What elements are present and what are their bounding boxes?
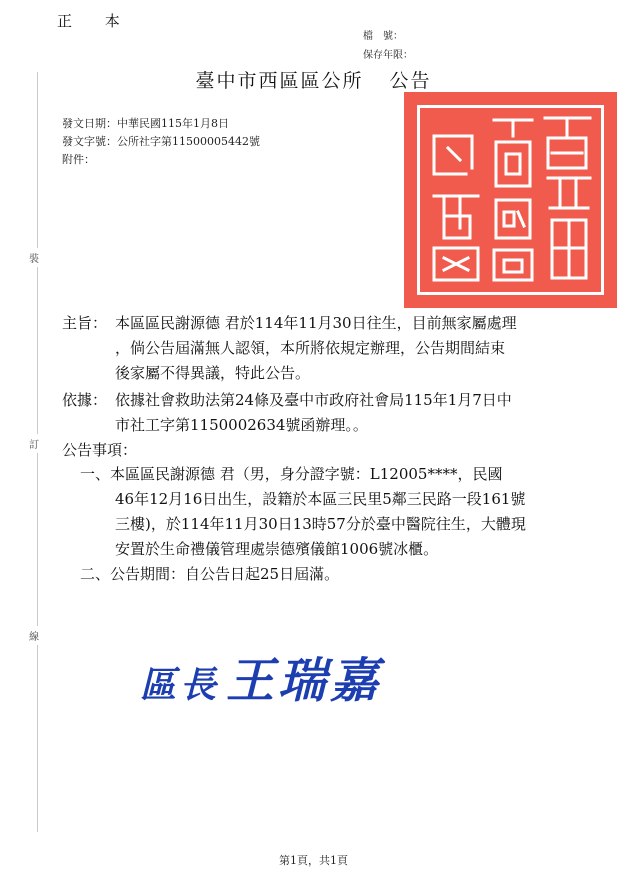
signature xyxy=(140,642,382,711)
retention-period-label: 保存年限： xyxy=(363,50,413,61)
signature-title: 區長 xyxy=(140,664,221,706)
basis-line-2: 市社工字第1150002634號函辦理。。 xyxy=(115,416,368,434)
official-seal xyxy=(404,92,617,308)
binding-char-zhuang: 裝 xyxy=(29,248,39,267)
original-copy-mark: 正 本 xyxy=(57,12,134,30)
item-2: 二、公告期間：自公告日起25日屆滿。 xyxy=(80,565,340,583)
basis-label: 依據： xyxy=(62,391,108,409)
item-1-line-2: 46年12月16日出生，設籍於本區三民里5鄰三民路一段161號 xyxy=(115,490,526,508)
agency-name: 臺中市西區區公所 xyxy=(195,70,364,92)
item-1-line-4: 安置於生命禮儀管理處崇德殯儀館1006號冰櫃。 xyxy=(115,540,439,558)
item-1-line-1: 一、本區區民謝源德 君（男，身分證字號：L12005****，民國 xyxy=(80,465,503,483)
subject-line-3: 後家屬不得異議，特此公告。 xyxy=(115,364,311,382)
issue-doc-number: 發文字號：公所社字第11500005442號 xyxy=(62,135,260,148)
items-heading: 公告事項： xyxy=(62,441,138,459)
document-title xyxy=(0,66,627,93)
seal-glyphs xyxy=(420,108,601,292)
attachments-label: 附件： xyxy=(62,153,95,166)
subject-label: 主旨： xyxy=(62,314,108,332)
binding-char-xian: 線 xyxy=(29,626,39,645)
signature-name: 王瑞嘉 xyxy=(226,653,383,709)
page-number: 第1頁，共1頁 xyxy=(279,854,348,867)
basis-line-1: 依據社會救助法第24條及臺中市政府社會局115年1月7日中 xyxy=(115,391,512,409)
item-1-line-3: 三樓)，於114年11月30日13時57分於臺中醫院往生，大體現 xyxy=(115,515,526,533)
subject-line-1: 本區區民謝源德 君於114年11月30日往生，目前無家屬處理 xyxy=(115,314,517,332)
file-number-label: 檔 號： xyxy=(363,31,403,42)
binding-char-ding: 訂 xyxy=(29,434,39,453)
seal-border xyxy=(417,105,604,295)
subject-line-2: ，倘公告屆滿無人認領，本所將依規定辦理，公告期間結束 xyxy=(115,339,506,357)
issue-date: 發文日期：中華民國115年1月8日 xyxy=(62,117,229,130)
document-kind: 公告 xyxy=(389,70,432,92)
